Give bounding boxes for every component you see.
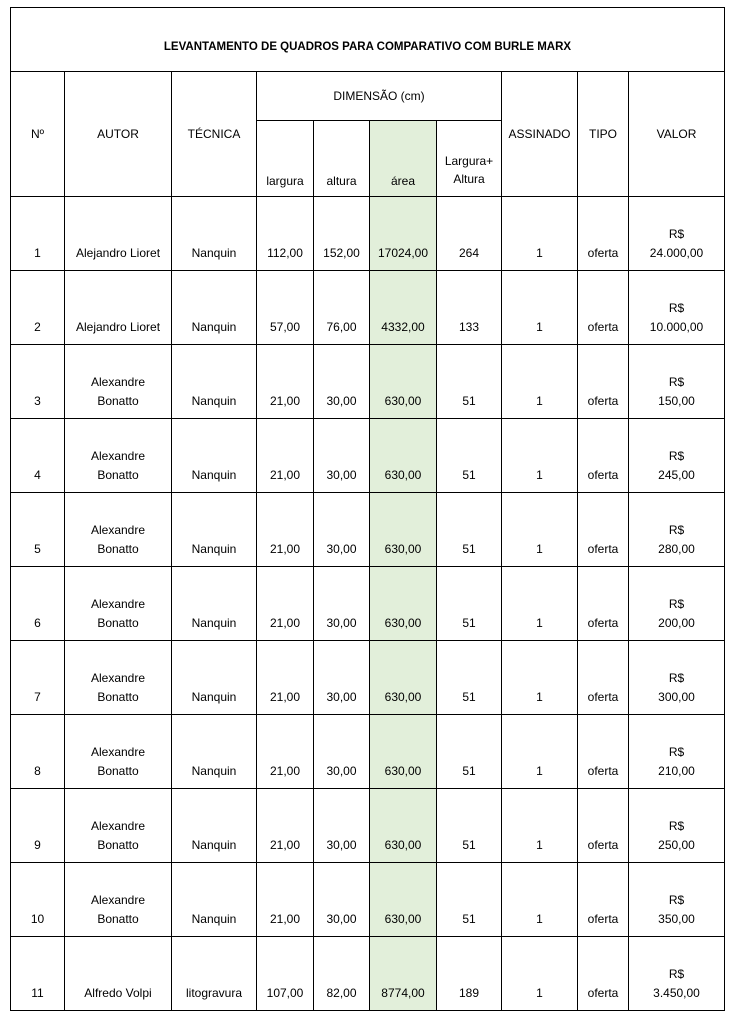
cell-largura: 21,00 [257,641,314,715]
cell-autor-line1: Alexandre [90,671,146,685]
cell-tipo: oferta [578,345,629,419]
cell-tipo: oferta [578,419,629,493]
cell-autor-line1: Alexandre [90,523,146,537]
cell-valor-amount: 300,00 [658,690,695,704]
cell-autor-line2: Bonatto [97,912,139,926]
header-tipo: TIPO [578,72,629,197]
cell-tecnica: Nanquin [172,567,257,641]
cell-largura: 21,00 [257,345,314,419]
cell-valor-amount: 150,00 [658,394,695,408]
table-row [11,789,725,863]
cell-valor [629,863,725,937]
cell-largura: 57,00 [257,271,314,345]
cell-valor-amount: 250,00 [658,838,695,852]
cell-valor [629,271,725,345]
header-tecnica: TÉCNICA [172,72,257,197]
cell-assinado: 1 [502,493,578,567]
cell-valor-amount: 280,00 [658,542,695,556]
cell-altura: 30,00 [314,641,370,715]
table-body [11,197,725,1011]
cell-largura-altura: 51 [437,863,502,937]
cell-num: 9 [11,789,65,863]
cell-valor [629,197,725,271]
cell-largura: 21,00 [257,493,314,567]
header-altura: altura [314,121,370,197]
cell-altura: 30,00 [314,863,370,937]
cell-area: 630,00 [370,641,437,715]
cell-autor [65,493,172,567]
cell-largura-altura: 51 [437,789,502,863]
table-title: LEVANTAMENTO DE QUADROS PARA COMPARATIVO COM BURLE MARX [11,8,725,72]
table-row [11,271,725,345]
cell-area: 630,00 [370,345,437,419]
cell-valor [629,345,725,419]
cell-valor-currency: R$ [668,893,685,907]
cell-valor-currency: R$ [668,301,685,315]
cell-autor-line2: Bonatto [97,838,139,852]
cell-tecnica: Nanquin [172,345,257,419]
cell-assinado: 1 [502,271,578,345]
cell-num: 6 [11,567,65,641]
cell-autor-line1: Alexandre [90,375,146,389]
cell-autor-line1: Alexandre [90,745,146,759]
cell-largura-altura: 51 [437,641,502,715]
cell-valor-currency: R$ [668,671,685,685]
cell-tecnica: Nanquin [172,419,257,493]
cell-valor-amount: 3.450,00 [653,986,700,1000]
cell-valor-amount: 350,00 [658,912,695,926]
cell-assinado: 1 [502,419,578,493]
cell-valor [629,715,725,789]
cell-altura: 30,00 [314,715,370,789]
cell-altura: 30,00 [314,345,370,419]
cell-num: 10 [11,863,65,937]
cell-largura-altura: 51 [437,493,502,567]
cell-tipo: oferta [578,567,629,641]
header-area: área [370,121,437,197]
table-row [11,493,725,567]
cell-tecnica: Nanquin [172,789,257,863]
cell-num: 8 [11,715,65,789]
cell-autor-line2: Bonatto [97,616,139,630]
cell-tecnica: Nanquin [172,863,257,937]
cell-valor-amount: 245,00 [658,468,695,482]
cell-autor-line1: Alexandre [90,893,146,907]
cell-largura-altura: 51 [437,345,502,419]
cell-largura: 107,00 [257,937,314,1011]
cell-tipo: oferta [578,863,629,937]
table-row [11,715,725,789]
cell-assinado: 1 [502,789,578,863]
cell-area: 630,00 [370,715,437,789]
cell-num: 1 [11,197,65,271]
cell-valor [629,419,725,493]
cell-largura-altura: 133 [437,271,502,345]
cell-num: 2 [11,271,65,345]
cell-autor-line1: Alexandre [90,449,146,463]
cell-assinado: 1 [502,345,578,419]
table-row [11,345,725,419]
cell-tipo: oferta [578,493,629,567]
cell-altura: 76,00 [314,271,370,345]
cell-valor [629,567,725,641]
cell-autor-line1: Alexandre [90,597,146,611]
table-row [11,197,725,271]
cell-assinado: 1 [502,641,578,715]
cell-assinado: 1 [502,567,578,641]
cell-autor-line2: Bonatto [97,690,139,704]
cell-valor-amount: 210,00 [658,764,695,778]
cell-autor [65,715,172,789]
cell-largura: 112,00 [257,197,314,271]
cell-autor-line2: Bonatto [97,764,139,778]
cell-valor [629,789,725,863]
cell-valor-currency: R$ [668,449,685,463]
cell-largura-altura: 189 [437,937,502,1011]
cell-autor [65,641,172,715]
cell-area: 630,00 [370,789,437,863]
cell-tecnica: Nanquin [172,271,257,345]
cell-area: 630,00 [370,493,437,567]
cell-area: 630,00 [370,419,437,493]
cell-largura: 21,00 [257,419,314,493]
cell-autor [65,419,172,493]
cell-autor-line2: Alfredo Volpi [84,986,152,1000]
header-valor: VALOR [629,72,725,197]
cell-valor-currency: R$ [668,745,685,759]
cell-tipo: oferta [578,937,629,1011]
cell-valor [629,641,725,715]
cell-valor-currency: R$ [668,819,685,833]
table-row [11,567,725,641]
header-largura-altura-line1: Largura+ [444,154,494,168]
cell-assinado: 1 [502,715,578,789]
cell-altura: 30,00 [314,419,370,493]
table-row [11,641,725,715]
cell-altura: 30,00 [314,789,370,863]
cell-largura-altura: 51 [437,419,502,493]
cell-autor [65,271,172,345]
cell-autor-line2: Alejandro Lioret [75,246,161,260]
header-assinado: ASSINADO [502,72,578,197]
header-autor: AUTOR [65,72,172,197]
cell-num: 4 [11,419,65,493]
cell-largura: 21,00 [257,863,314,937]
cell-autor [65,567,172,641]
cell-area: 630,00 [370,863,437,937]
table-row [11,937,725,1011]
table-row [11,863,725,937]
cell-assinado: 1 [502,197,578,271]
cell-largura-altura: 51 [437,567,502,641]
cell-largura: 21,00 [257,567,314,641]
cell-valor [629,493,725,567]
cell-valor [629,937,725,1011]
cell-autor-line2: Bonatto [97,468,139,482]
cell-tecnica: Nanquin [172,641,257,715]
table-row [11,419,725,493]
cell-num: 3 [11,345,65,419]
cell-tipo: oferta [578,715,629,789]
cell-autor-line2: Bonatto [97,542,139,556]
cell-tipo: oferta [578,197,629,271]
header-largura-altura-line2: Altura [453,172,485,186]
cell-num: 7 [11,641,65,715]
cell-tecnica: litogravura [172,937,257,1011]
cell-autor-line1: Alexandre [90,819,146,833]
cell-num: 11 [11,937,65,1011]
cell-tecnica: Nanquin [172,715,257,789]
cell-autor [65,789,172,863]
header-num: Nº [11,72,65,197]
cell-num: 5 [11,493,65,567]
cell-autor [65,937,172,1011]
header-dimensao: DIMENSÃO (cm) [257,72,502,121]
cell-largura: 21,00 [257,715,314,789]
cell-area: 4332,00 [370,271,437,345]
cell-autor [65,863,172,937]
cell-largura-altura: 51 [437,715,502,789]
spreadsheet [10,7,725,1011]
cell-autor-line2: Bonatto [97,394,139,408]
cell-valor-currency: R$ [668,523,685,537]
cell-largura: 21,00 [257,789,314,863]
cell-tecnica: Nanquin [172,197,257,271]
cell-largura-altura: 264 [437,197,502,271]
cell-altura: 82,00 [314,937,370,1011]
cell-tipo: oferta [578,271,629,345]
cell-area: 630,00 [370,567,437,641]
cell-autor-line2: Alejandro Lioret [75,320,161,334]
cell-valor-currency: R$ [668,375,685,389]
cell-valor-currency: R$ [668,597,685,611]
cell-assinado: 1 [502,937,578,1011]
cell-autor [65,345,172,419]
cell-tipo: oferta [578,641,629,715]
paintings-table [10,7,725,1011]
cell-assinado: 1 [502,863,578,937]
header-largura-altura [437,121,502,197]
cell-area: 17024,00 [370,197,437,271]
cell-valor-amount: 10.000,00 [649,320,704,334]
header-largura: largura [257,121,314,197]
cell-tipo: oferta [578,789,629,863]
cell-valor-currency: R$ [668,227,685,241]
cell-altura: 152,00 [314,197,370,271]
cell-valor-amount: 200,00 [658,616,695,630]
cell-altura: 30,00 [314,493,370,567]
cell-valor-amount: 24.000,00 [649,246,704,260]
cell-altura: 30,00 [314,567,370,641]
cell-tecnica: Nanquin [172,493,257,567]
cell-area: 8774,00 [370,937,437,1011]
cell-valor-currency: R$ [668,967,685,981]
cell-autor [65,197,172,271]
